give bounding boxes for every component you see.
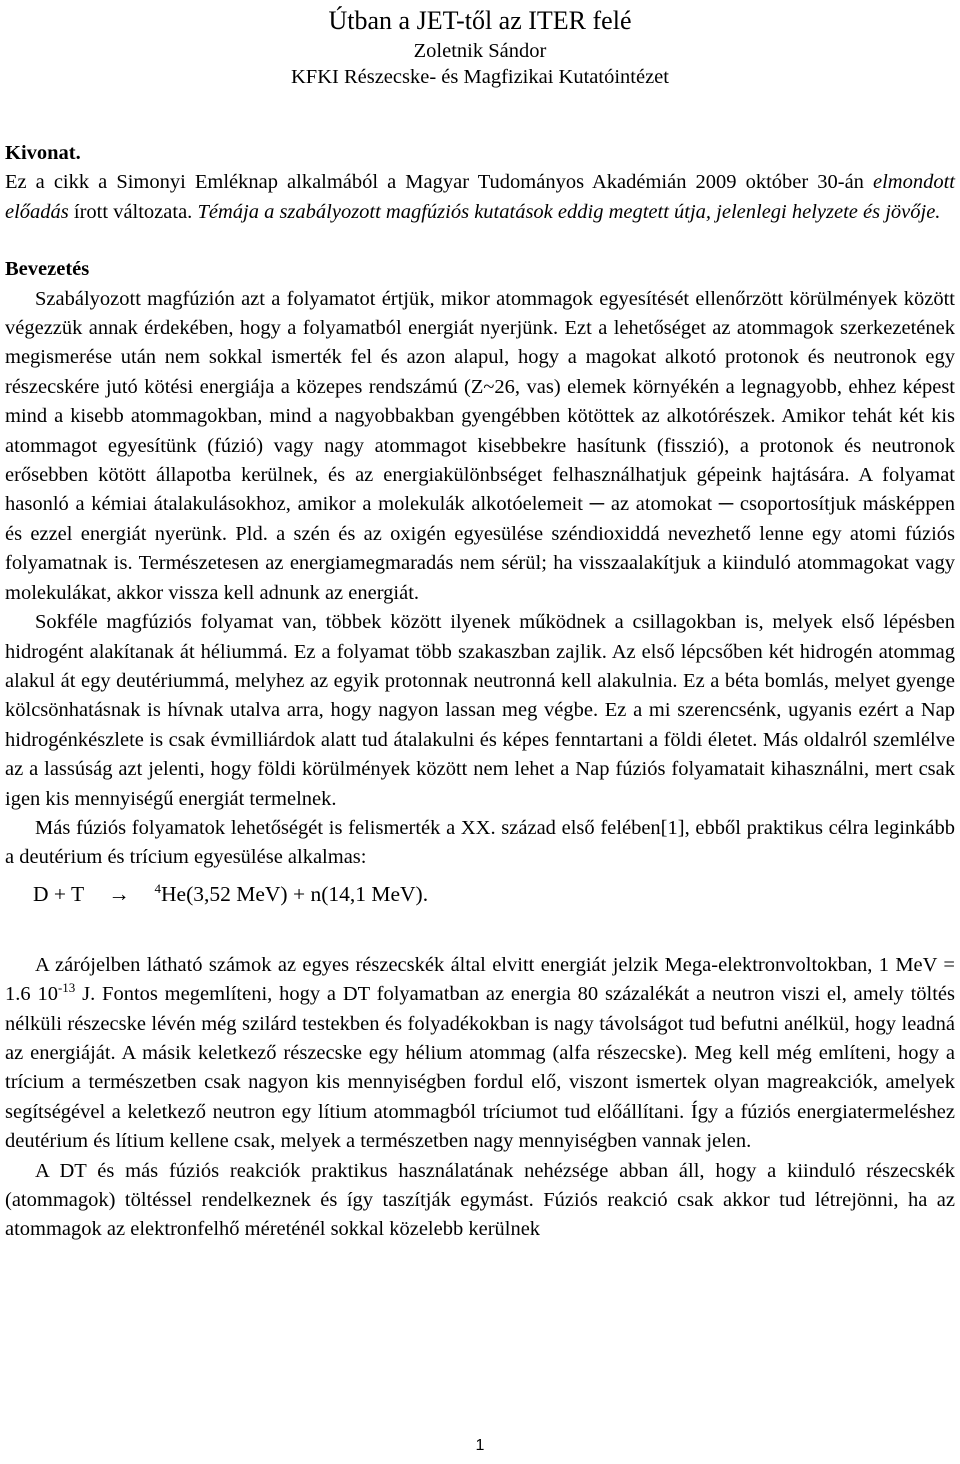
header bbox=[5, 4, 955, 90]
paragraph-2: Sokféle magfúziós folyamat van, többek között ilyenek működnek a csillagokban is, melyek első lépésben hidrogént alakítanak át héliummá. Ez a folyamat több szakaszban zajlik. Az első lépcsőben két hidrogén atommag alakul át egy deutériummá, melyhez az egyik protonnak neutronná kell alakulnia. Ez a béta bomlás, melyet gyenge kölcsönhatásnak is hívnak utalva arra, hogy nagyon lassan meg végbe. Ez a mi szerencsénk, ugyanis ezért a Nap hidrogénkészlete is csak évmilliárdok alatt tud átalakulni és képes fenntartani a földi életet. Más oldalról szemlélve az a lassúság azt jelenti, hogy földi körülmények között nem lehet a Nap fúziós folyamatait kihasználni, mert csak igen kis mennyiségű energiát termelnek. bbox=[5, 611, 955, 810]
paragraph-5: A DT és más fúziós reakciók praktikus használatának nehézsége abban áll, hogy a kiinduló részecskék (atommagok) töltéssel rendelkeznek és így taszítják egymást. Fúziós reakció csak akkor tud létrejönni, ha az atommagok az elektronfelhő méreténél sokkal közelebb kerülnek bbox=[5, 1159, 955, 1241]
equation-superscript: 4 bbox=[154, 880, 162, 896]
equation-rhs: He(3,52 MeV) + n(14,1 MeV). bbox=[161, 881, 429, 906]
paragraph-1: Szabályozott magfúzión azt a folyamatot értjük, mikor atommagok egyesítését ellenőrzött körülmények között végezzük annak érdekében, hogy a folyamatból energiát nyerjünk. Ezt a lehetőséget az atommagok szerkezetének megismerése után nem sokkal ismerték fel és azon alapul, hogy a magokat alkotó protonok és neutronok egy részecskére jutó kötési energiája a közepes rendszámú (Z~26, vas) elemek környékén a legnagyobb, ehhez képest mind a kisebb atommagokban, mind a nagyobbakban gyengébben kötöttek az alkotórészek. Amikor tehát két kis atommagot egyesítünk (fúzió) vagy nagy atommagot kisebbekre hasítunk (fisszió), a protonok és neutronok erősebben kötött állapotba kerülnek, és az energiakülönbséget felhasználhatjuk gépeink hajtására. A folyamat hasonló a kémiai átalakulásokhoz, amikor a molekulák alkotóelemeit ─ az atomokat ─ csoportosítjuk másképpen és ezzel energiát nyerünk. Pld. a szén és az oxigén egyesülése széndioxiddá nevezhető lenne egy atomi fúziós folyamatnak is. Természetesen az energiamegmaradás nem sérül; ha visszaalakítjuk a kiinduló atommagokat vagy molekulákat, akkor vissza kell adnunk az energiát. bbox=[5, 287, 955, 604]
paragraph-4-b: J. Fontos megemlíteni, hogy a DT folyamatban az energia 80 százalékát a neutron viszi el, amely töltés nélküli részecske lévén még szilárd testekben és folyadékokban is nagy távolságot tud befutni anélkül, hogy leadná az energiáját. A másik keletkező részecske egy hélium atommag (alfa részecske). Meg kell még említeni, hogy a trícium a természetben csak nagyon kis mennyiségben fordul elő, viszont ismertek olyan magreakciók, amelyek segítségével a keletkező neutron egy lítium atommagból tríciumot tud előállítani. Így a fúziós energiatermeléshez deutérium és lítium kellene csak, melyek a természetben nagy mennyiségben vannak jelen. bbox=[5, 983, 955, 1153]
page bbox=[5, 0, 955, 1245]
exponent: -13 bbox=[57, 980, 76, 996]
arrow-icon: → bbox=[108, 881, 130, 906]
abstract-text-2: írott változata. bbox=[68, 200, 198, 223]
institute: KFKI Részecske- és Magfizikai Kutatóintézet bbox=[291, 66, 669, 88]
paragraph-4-a: A zárójelben látható számok az egyes részecskék által elvitt energiát jelzik Mega-elektronvoltokban, 1 MeV = 1.6 10 bbox=[5, 953, 955, 1006]
abstract-italic-2: Témája a szabályozott magfúziós kutatások eddig megtett útja, jelenlegi helyzete és jövője. bbox=[197, 200, 941, 223]
section-heading: Bevezetés bbox=[5, 258, 90, 281]
abstract-italic-1: elmondott előadás bbox=[5, 171, 955, 223]
paragraph-4 bbox=[5, 951, 955, 1157]
page-title: Útban a JET-től az ITER felé bbox=[328, 6, 632, 35]
paragraph-3: Más fúziós folyamatok lehetőségét is felismerték a XX. század első felében[1], ebből praktikus célra leginkább a deutérium és trícium egyesülése alkalmas: bbox=[5, 816, 955, 869]
abstract-text bbox=[5, 168, 955, 227]
equation-lhs: D + T bbox=[33, 881, 84, 906]
abstract-heading: Kivonat. bbox=[5, 142, 81, 164]
equation bbox=[5, 879, 955, 909]
page-number: 1 bbox=[475, 1437, 485, 1454]
abstract-text-1: Ez a cikk a Simonyi Emléknap alkalmából a Magyar Tudományos Akadémián 2009 október 30-án bbox=[5, 171, 873, 194]
author: Zoletnik Sándor bbox=[413, 40, 547, 62]
